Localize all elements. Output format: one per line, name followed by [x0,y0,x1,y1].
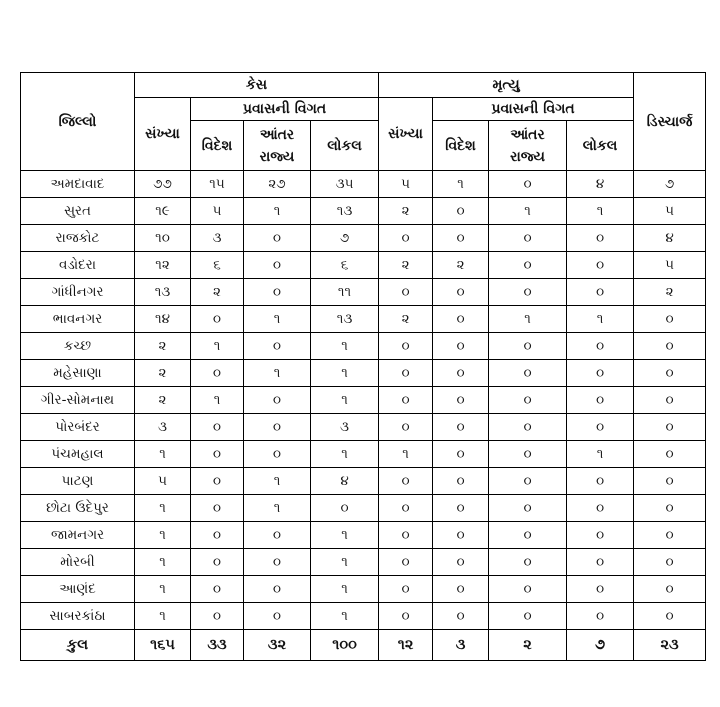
cases-local-cell: ૧ [311,387,379,414]
cases-interstate-cell: ૧ [244,468,311,495]
cases-interstate-cell: ૦ [244,225,311,252]
cases-count-cell: ૧૨ [135,252,191,279]
district-cell: મોરબી [21,549,135,576]
deaths-foreign-cell: ૨ [433,252,489,279]
deaths-foreign-cell: ૦ [433,387,489,414]
discharge-header: ડિસ્ચાર્જ [634,73,706,171]
district-cell: વડોદરા [21,252,135,279]
district-cell: પાટણ [21,468,135,495]
table-row [21,522,706,549]
cases-local-cell: ૧૩ [311,198,379,225]
deaths-local-cell: ૦ [567,414,634,441]
cases-interstate-cell: ૧ [244,306,311,333]
discharge-cell: ૦ [634,495,706,522]
total-deaths-local-cell: ૭ [567,630,634,661]
deaths-local-header: લોકલ [567,121,634,171]
cases-local-cell: ૧ [311,576,379,603]
deaths-foreign-cell: ૦ [433,468,489,495]
discharge-cell: ૭ [634,171,706,198]
total-deaths-foreign-cell: ૩ [433,630,489,661]
deaths-interstate-header [489,121,567,171]
cases-interstate-cell: ૦ [244,522,311,549]
deaths-local-cell: ૦ [567,495,634,522]
deaths-count-cell: ૨ [379,198,433,225]
cases-count-cell: ૭૭ [135,171,191,198]
deaths-count-cell: ૦ [379,225,433,252]
table-row [21,360,706,387]
deaths-local-cell: ૧ [567,198,634,225]
total-cases-interstate-cell: ૩૨ [244,630,311,661]
deaths-count-cell: ૧ [379,441,433,468]
cases-local-cell: ૧૧ [311,279,379,306]
deaths-local-cell: ૧ [567,441,634,468]
deaths-count-cell: ૦ [379,387,433,414]
deaths-local-cell: ૦ [567,279,634,306]
deaths-local-cell: ૦ [567,549,634,576]
total-deaths-count-cell: ૧૨ [379,630,433,661]
cases-interstate-cell: ૧ [244,495,311,522]
table-row [21,171,706,198]
cases-count-cell: ૧૦ [135,225,191,252]
deaths-local-cell: ૪ [567,171,634,198]
table-row [21,468,706,495]
cases-interstate-cell: ૦ [244,549,311,576]
deaths-count-cell: ૨ [379,252,433,279]
cases-interstate-label: આંતર રાજ્ય [259,126,295,165]
deaths-foreign-cell: ૦ [433,198,489,225]
table-row [21,198,706,225]
cases-header: કેસ [135,73,379,98]
cases-foreign-cell: ૩ [191,225,244,252]
district-cell: રાજકોટ [21,225,135,252]
deaths-local-cell: ૦ [567,360,634,387]
discharge-cell: ૦ [634,603,706,630]
cases-count-cell: ૨ [135,387,191,414]
discharge-cell: ૦ [634,387,706,414]
total-label-cell: કુલ [21,630,135,661]
discharge-cell: ૦ [634,360,706,387]
cases-interstate-cell: ૧ [244,360,311,387]
total-discharge-cell: ૨૩ [634,630,706,661]
cases-interstate-cell: ૦ [244,279,311,306]
deaths-foreign-cell: ૦ [433,441,489,468]
deaths-count-cell: ૦ [379,360,433,387]
table-row [21,441,706,468]
deaths-interstate-cell: ૧ [489,198,567,225]
table-row [21,225,706,252]
cases-local-cell: ૧ [311,360,379,387]
district-header: જિલ્લો [21,73,135,171]
table-row [21,387,706,414]
cases-local-cell: ૧૩ [311,306,379,333]
cases-count-header: સંખ્યા [135,98,191,171]
deaths-count-cell: ૦ [379,522,433,549]
discharge-cell: ૦ [634,468,706,495]
cases-interstate-cell: ૨૭ [244,171,311,198]
deaths-local-cell: ૧ [567,306,634,333]
deaths-interstate-cell: ૦ [489,414,567,441]
district-cell: પંચમહાલ [21,441,135,468]
cases-local-cell: ૬ [311,252,379,279]
deaths-local-cell: ૦ [567,333,634,360]
table-row [21,279,706,306]
discharge-cell: ૦ [634,306,706,333]
cases-count-cell: ૧ [135,576,191,603]
cases-foreign-cell: ૧૫ [191,171,244,198]
cases-interstate-cell: ૧ [244,198,311,225]
total-deaths-interstate-cell: ૨ [489,630,567,661]
deaths-foreign-cell: ૦ [433,549,489,576]
deaths-local-cell: ૦ [567,252,634,279]
cases-local-cell: ૧ [311,603,379,630]
cases-foreign-cell: ૦ [191,441,244,468]
deaths-count-cell: ૦ [379,333,433,360]
cases-foreign-cell: ૧ [191,333,244,360]
cases-foreign-cell: ૫ [191,198,244,225]
deaths-interstate-cell: ૦ [489,225,567,252]
table-row [21,333,706,360]
deaths-foreign-cell: ૦ [433,495,489,522]
cases-local-cell: ૩ [311,414,379,441]
cases-local-cell: ૧ [311,549,379,576]
discharge-cell: ૦ [634,522,706,549]
total-cases-local-cell: ૧૦૦ [311,630,379,661]
deaths-foreign-header: વિદેશ [433,121,489,171]
deaths-interstate-cell: ૦ [489,387,567,414]
cases-count-cell: ૧ [135,549,191,576]
cases-count-cell: ૩ [135,414,191,441]
cases-foreign-cell: ૦ [191,306,244,333]
deaths-foreign-cell: ૦ [433,333,489,360]
district-cell: કચ્છ [21,333,135,360]
deaths-foreign-cell: ૦ [433,225,489,252]
district-cell: જામનગર [21,522,135,549]
total-cases-foreign-cell: ૩૩ [191,630,244,661]
cases-count-cell: ૧ [135,441,191,468]
district-cell: પોરબંદર [21,414,135,441]
cases-count-cell: ૧૪ [135,306,191,333]
deaths-local-cell: ૦ [567,576,634,603]
deaths-foreign-cell: ૦ [433,279,489,306]
discharge-cell: ૪ [634,225,706,252]
total-row [21,630,706,661]
table-footer [21,630,706,661]
cases-local-cell: ૦ [311,495,379,522]
discharge-cell: ૦ [634,549,706,576]
deaths-interstate-cell: ૦ [489,522,567,549]
cases-local-cell: ૧ [311,522,379,549]
deaths-interstate-cell: ૦ [489,441,567,468]
table-row [21,495,706,522]
deaths-interstate-cell: ૦ [489,576,567,603]
cases-count-cell: ૧૯ [135,198,191,225]
cases-count-cell: ૧ [135,603,191,630]
cases-foreign-cell: ૦ [191,495,244,522]
deaths-interstate-cell: ૦ [489,171,567,198]
cases-interstate-cell: ૦ [244,441,311,468]
cases-local-header: લોકલ [311,121,379,171]
table-row [21,576,706,603]
cases-interstate-cell: ૦ [244,576,311,603]
cases-foreign-cell: ૦ [191,468,244,495]
deaths-interstate-cell: ૦ [489,549,567,576]
deaths-count-cell: ૦ [379,603,433,630]
deaths-interstate-cell: ૦ [489,468,567,495]
cases-count-cell: ૧૩ [135,279,191,306]
cases-foreign-cell: ૦ [191,522,244,549]
district-cell: મહેસાણા [21,360,135,387]
deaths-count-cell: ૫ [379,171,433,198]
table-row [21,414,706,441]
cases-local-cell: ૭ [311,225,379,252]
cases-count-cell: ૨ [135,360,191,387]
cases-foreign-cell: ૦ [191,603,244,630]
cases-foreign-cell: ૦ [191,414,244,441]
cases-interstate-cell: ૦ [244,252,311,279]
district-cases-table [20,72,706,661]
cases-foreign-cell: ૦ [191,576,244,603]
table-body [21,171,706,630]
table-row [21,549,706,576]
deaths-interstate-cell: ૦ [489,333,567,360]
cases-foreign-cell: ૦ [191,360,244,387]
total-cases-count-cell: ૧૬૫ [135,630,191,661]
deaths-count-header: સંખ્યા [379,98,433,171]
cases-foreign-cell: ૦ [191,549,244,576]
table-row [21,306,706,333]
discharge-cell: ૦ [634,333,706,360]
cases-interstate-cell: ૦ [244,603,311,630]
cases-foreign-header: વિદેશ [191,121,244,171]
deaths-interstate-cell: ૦ [489,252,567,279]
discharge-cell: ૨ [634,279,706,306]
table-row [21,603,706,630]
deaths-count-cell: ૦ [379,468,433,495]
deaths-count-cell: ૦ [379,414,433,441]
deaths-foreign-cell: ૦ [433,306,489,333]
cases-foreign-cell: ૬ [191,252,244,279]
deaths-interstate-cell: ૦ [489,279,567,306]
deaths-interstate-label: આંતર રાજ્ય [510,126,545,165]
cases-interstate-cell: ૦ [244,333,311,360]
deaths-local-cell: ૦ [567,387,634,414]
deaths-local-cell: ૦ [567,225,634,252]
cases-interstate-cell: ૦ [244,414,311,441]
deaths-travel-header: પ્રવાસની વિગત [433,98,634,121]
deaths-header: મૃત્યુ [379,73,634,98]
table-header [21,73,706,171]
cases-interstate-header [244,121,311,171]
deaths-count-cell: ૦ [379,576,433,603]
cases-count-cell: ૫ [135,468,191,495]
cases-count-cell: ૨ [135,333,191,360]
deaths-interstate-cell: ૦ [489,360,567,387]
deaths-local-cell: ૦ [567,468,634,495]
district-cell: ગીર-સોમનાથ [21,387,135,414]
deaths-interstate-cell: ૦ [489,495,567,522]
district-cell: આણંદ [21,576,135,603]
deaths-foreign-cell: ૦ [433,360,489,387]
cases-local-cell: ૪ [311,468,379,495]
cases-travel-header: પ્રવાસની વિગત [191,98,379,121]
cases-count-cell: ૧ [135,522,191,549]
district-cell: અમદાવાદ [21,171,135,198]
discharge-cell: ૦ [634,441,706,468]
deaths-interstate-cell: ૦ [489,603,567,630]
cases-local-cell: ૧ [311,441,379,468]
deaths-interstate-cell: ૧ [489,306,567,333]
discharge-cell: ૫ [634,252,706,279]
district-cell: સુરત [21,198,135,225]
cases-foreign-cell: ૧ [191,387,244,414]
deaths-foreign-cell: ૧ [433,171,489,198]
cases-local-cell: ૩૫ [311,171,379,198]
cases-count-cell: ૧ [135,495,191,522]
deaths-foreign-cell: ૦ [433,603,489,630]
deaths-local-cell: ૦ [567,603,634,630]
deaths-count-cell: ૨ [379,306,433,333]
deaths-foreign-cell: ૦ [433,522,489,549]
discharge-cell: ૦ [634,576,706,603]
cases-interstate-cell: ૦ [244,387,311,414]
district-cell: ગાંધીનગર [21,279,135,306]
deaths-count-cell: ૦ [379,279,433,306]
deaths-count-cell: ૦ [379,549,433,576]
discharge-cell: ૦ [634,414,706,441]
cases-local-cell: ૧ [311,333,379,360]
deaths-foreign-cell: ૦ [433,576,489,603]
cases-foreign-cell: ૨ [191,279,244,306]
deaths-foreign-cell: ૦ [433,414,489,441]
district-cell: ભાવનગર [21,306,135,333]
deaths-local-cell: ૦ [567,522,634,549]
deaths-count-cell: ૦ [379,495,433,522]
discharge-cell: ૫ [634,198,706,225]
district-cell: છોટા ઉદેપુર [21,495,135,522]
table-row [21,252,706,279]
district-cell: સાબરકાંઠા [21,603,135,630]
header-row-1 [21,73,706,98]
